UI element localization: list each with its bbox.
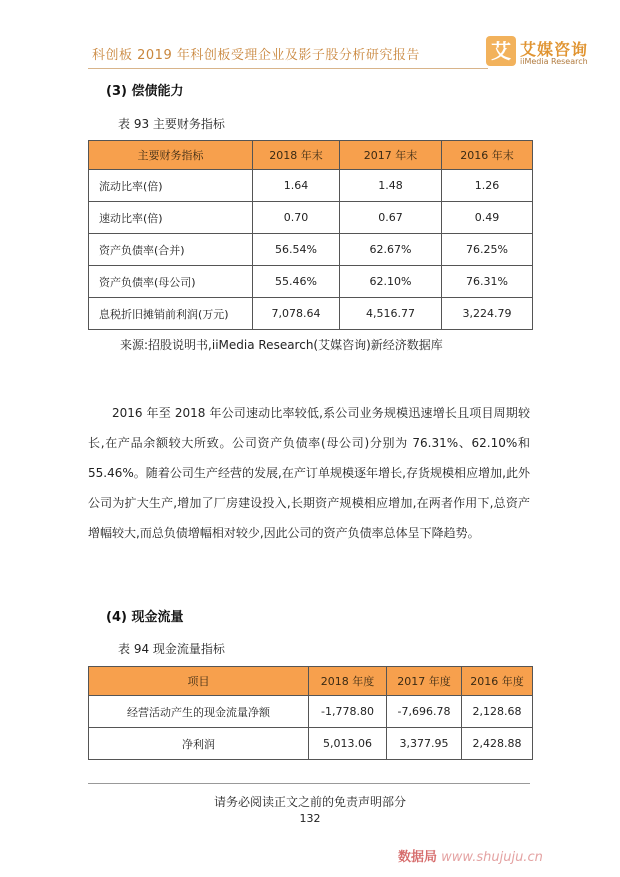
- table-cell: 56.54%: [253, 234, 340, 266]
- logo-name: 艾媒咨询: [520, 40, 589, 59]
- company-logo: [486, 36, 606, 70]
- row-label: 流动比率(倍): [89, 170, 253, 202]
- table-row: [89, 696, 533, 728]
- table-cell: 0.67: [340, 202, 442, 234]
- column-header: 主要财务指标: [89, 141, 253, 170]
- table-cell: 3,224.79: [442, 298, 533, 330]
- row-label: 资产负债率(合并): [89, 234, 253, 266]
- disclaimer-notice: 请务必阅读正文之前的免责声明部分: [213, 795, 406, 809]
- column-header: 2016 年度: [462, 667, 533, 696]
- column-header: 2017 年末: [340, 141, 442, 170]
- report-title: 科创板 2019 年科创板受理企业及影子股分析研究报告: [92, 48, 420, 63]
- header-divider: [88, 68, 488, 69]
- table-caption-94: 表 94 现金流量指标: [118, 642, 225, 656]
- table-cell: 0.70: [253, 202, 340, 234]
- table-cell: 76.25%: [442, 234, 533, 266]
- row-label: 资产负债率(母公司): [89, 266, 253, 298]
- table-header-row: [89, 141, 533, 170]
- column-header: 2017 年度: [387, 667, 462, 696]
- table-row: [89, 728, 533, 760]
- logo-mark-icon: 艾: [486, 36, 516, 66]
- paragraph-text: 2016 年至 2018 年公司速动比率较低,系公司业务规模迅速增长且项目周期较长,在产品余额较大所致。公司资产负债率(母公司)分别为 76.31%、62.10%和55.46%。随着公司生产经营的发展,在产订单规模逐年增长,存货规模相应增加,此外公司为扩大生产,增加了厂房建设投入,长期资产规模相应增加,在两者作用下,总资产增幅较大,而总负债增幅相对较少,因此公司的资产负债率总体呈下降趋势。: [88, 406, 530, 540]
- table-row: [89, 170, 533, 202]
- table-row: [89, 266, 533, 298]
- table-row: [89, 234, 533, 266]
- table-cell: 76.31%: [442, 266, 533, 298]
- table-row: [89, 202, 533, 234]
- logo-subtitle: iiMedia Research: [520, 57, 588, 66]
- row-label: 净利润: [89, 728, 309, 760]
- table-cell: 1.64: [253, 170, 340, 202]
- table-cell: 0.49: [442, 202, 533, 234]
- table-source-note: 来源:招股说明书,iiMedia Research(艾媒咨询)新经济数据库: [120, 338, 443, 352]
- table-cell: 3,377.95: [387, 728, 462, 760]
- table-header-row: [89, 667, 533, 696]
- column-header: 2018 年度: [309, 667, 387, 696]
- watermark-url: www.shujuju.cn: [441, 850, 543, 865]
- table-cell: 2,128.68: [462, 696, 533, 728]
- body-paragraph: [88, 398, 530, 548]
- table-caption-93: 表 93 主要财务指标: [118, 117, 225, 131]
- table-cell: 4,516.77: [340, 298, 442, 330]
- table-cell: 7,078.64: [253, 298, 340, 330]
- table-cell: 1.26: [442, 170, 533, 202]
- financial-indicators-table: [88, 140, 533, 330]
- column-header: 2018 年末: [253, 141, 340, 170]
- row-label: 经营活动产生的现金流量净额: [89, 696, 309, 728]
- row-label: 息税折旧摊销前利润(万元): [89, 298, 253, 330]
- column-header: 2016 年末: [442, 141, 533, 170]
- table-cell: 1.48: [340, 170, 442, 202]
- table-cell: 62.10%: [340, 266, 442, 298]
- page-header: [0, 0, 620, 80]
- watermark: [398, 846, 543, 865]
- table-cell: 62.67%: [340, 234, 442, 266]
- footer-divider: [88, 783, 530, 784]
- section-heading-cashflow: (4) 现金流量: [106, 610, 184, 625]
- table-cell: 2,428.88: [462, 728, 533, 760]
- table-row: [89, 298, 533, 330]
- table-cell: 5,013.06: [309, 728, 387, 760]
- table-cell: 55.46%: [253, 266, 340, 298]
- row-label: 速动比率(倍): [89, 202, 253, 234]
- column-header: 项目: [89, 667, 309, 696]
- section-heading-solvency: (3) 偿债能力: [106, 84, 184, 99]
- table-cell: -7,696.78: [387, 696, 462, 728]
- cashflow-indicators-table: [88, 666, 533, 760]
- table-cell: -1,778.80: [309, 696, 387, 728]
- page-number: 132: [299, 812, 321, 825]
- watermark-name: 数据局: [398, 850, 438, 865]
